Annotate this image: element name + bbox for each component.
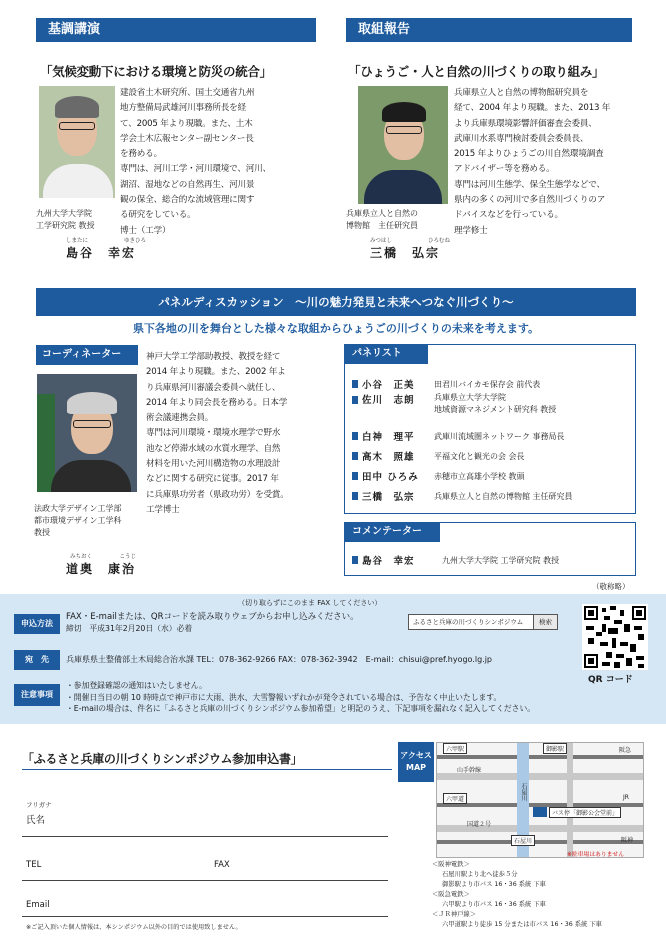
report-title: 「ひょうご・人と自然の川づくりの取り組み」 [348, 64, 605, 79]
qr-label: QR コード [588, 675, 633, 685]
keynote-affiliation: 九州大学大学院 工学研究院 教授 [36, 209, 95, 230]
email-field[interactable] [22, 916, 388, 917]
keynote-title: 「気候変動下における環境と防災の統合」 [40, 64, 272, 79]
panel-subtitle: 県下各地の川を舞台とした様々な取組からひょうごの川づくりの未来を考えます。 [132, 322, 540, 335]
furigana-label: フリガナ [26, 801, 52, 809]
coordinator-name: 道奥 康治 [66, 562, 137, 576]
keynote-name: 島谷 幸宏 [66, 246, 137, 260]
fax-note: （切り取らずにこのまま FAX してください） [238, 599, 382, 607]
search-text: ふるさと兵庫の川づくりシンポジウム [413, 618, 524, 626]
email-label: Email [26, 900, 50, 910]
method-label: 申込方法 [14, 614, 60, 634]
coordinator-affiliation: 法政大学デザイン工学部 都市環境デザイン工学科 教授 [34, 504, 122, 537]
destination-label: 宛 先 [14, 650, 60, 670]
map-label-rokkomichi: 六甲道 [443, 793, 467, 804]
keynote-header: 基調講演 [36, 18, 316, 42]
notes-label: 注意事項 [14, 684, 60, 706]
panelist-row: 高木 照雄 平福文化と観光の会 会長 [352, 448, 632, 464]
access-label: アクセス MAP [398, 742, 434, 782]
panelist-row: 白神 理平 武庫川流域圏ネットワーク 事務局長 [352, 428, 632, 444]
map-label-ishiya-station: 石屋川 [511, 835, 535, 846]
keynote-ruby: しまたに ゆきひろ [66, 238, 146, 244]
search-button[interactable]: 検索 [533, 615, 557, 629]
access-map [436, 742, 644, 858]
tel-label: TEL [26, 860, 42, 870]
privacy-note: ※ご記入頂いた個人情報は、本シンポジウム以外の目的では使用致しません。 [26, 924, 242, 931]
name-label: 氏名 [26, 815, 46, 826]
panelist-label: パネリスト [344, 344, 428, 364]
fax-label: FAX [214, 860, 230, 870]
map-label-mikage: 御影駅 [543, 743, 567, 754]
notes-list: ・参加登録確認の通知はいたしません。 ・開催日当日の朝 10 時時点で神戸市に大雨、洪水、大雪警報いずれかが発令されている場合は、予告なく中止いたします。 ・E-mailの場合は、件名に「ふるさと兵庫の川づくりシンポジウム参加希望」と明記のうえ、下記事項を漏れなく記入してください。 [66, 681, 536, 713]
map-label-ishiya: 石屋川 [520, 783, 527, 801]
panelist-row: 三橋 弘宗 兵庫県立人と自然の博物館 主任研究員 [352, 488, 632, 504]
method-text: FAX・E-mailまたは、QRコードを読み取りウェブからお申し込みください。 締切 平成31年2月20日（水）必着 [66, 612, 359, 633]
report-affiliation: 兵庫県立人と自然の 博物館 主任研究員 [346, 209, 418, 230]
commentator-row: 島谷 幸宏 九州大学大学院 工学研究院 教授 [352, 552, 559, 568]
keynote-photo [39, 86, 115, 198]
report-photo [358, 86, 448, 204]
panelist-row: 田中 ひろみ 赤穂市立高雄小学校 教頭 [352, 468, 632, 484]
map-label-bus: バス停「御影公会堂前」 [549, 807, 621, 818]
coordinator-ruby: みちおく こうじ [70, 554, 136, 560]
map-label-yamate: 山手幹線 [457, 767, 482, 774]
tel-fax-field[interactable] [22, 880, 388, 881]
coordinator-bio: 神戸大学工学部助教授、教授を経て 2014 年より現職。また、2002 年よ り兵庫県河川審議会委員へ就任し、 2014 年より同会長を務める。日本学 術会議連携会員。 専門は河川環境・環境水理学で野水 池など停滞水域の水質水理学、自然 材料を用いた河川構造物の水理設計 などに関する研究に従事。2017 年 に兵庫県功労者（県政功労）を受賞。 工学博士 [146, 352, 289, 515]
report-bio: 兵庫県立人と自然の博物館研究員を 経て、2004 年より現職。また、2013 年 より兵庫県環境影響評価審査会委員、 武庫川水系専門検討委員会委員長、 2015 年よりひょうごの川自然環境調査 アドバイザー等を務める。 専門は河川生態学、保全生態学などで、 県内の多くの河川で多自然川づくりのア ドバイスなどを行っている。 理学修士 [454, 88, 611, 236]
panelist-row: 小谷 正美 田君川バイカモ保存会 前代表 [352, 376, 632, 392]
commentator-label: コメンテーター [344, 522, 440, 542]
report-name: 三橋 弘宗 [370, 246, 441, 260]
destination-text: 兵庫県県土整備部土木局総合治水課 TEL：078-362-9266 FAX：078-362-3942 E-mail：chisui@pref.hyogo.lg.jp [66, 655, 492, 664]
search-box[interactable] [408, 614, 558, 630]
report-ruby: みつはし ひろむね [370, 238, 450, 244]
map-label-hankyu: 阪急 [619, 747, 632, 754]
map-label-rokko: 六甲駅 [443, 743, 467, 754]
coordinator-photo [37, 374, 137, 492]
form-title: 「ふるさと兵庫の川づくりシンポジウム参加申込書」 [22, 752, 303, 766]
panelist-row: 佐川 志朗 兵庫県立大学大学院 地域資源マネジメント研究科 教授 [352, 392, 632, 420]
coordinator-label: コーディネーター [36, 345, 138, 365]
map-label-hanshin: 阪神 [621, 837, 634, 844]
panel-header: パネルディスカッション ～川の魅力発見と未来へつなぐ川づくり～ [36, 288, 636, 316]
map-label-parking: ※駐車場はありません [567, 852, 625, 858]
map-label-jr: JR [623, 794, 629, 801]
panelist-list [352, 376, 632, 504]
qr-code [582, 604, 648, 670]
honorific-note: （敬称略） [592, 582, 630, 591]
map-label-route2: 国道２号 [467, 821, 492, 828]
access-routes: ＜阪神電鉄＞ 石屋川駅より北へ徒歩５分 御影駅より市バス 16・36 系統 下車 ＜阪急電鉄＞ 六甲駅より市バス 16・36 系統 下車 ＜ＪＲ神戸線＞ 六甲道駅より徒歩 15 分または市バス 16・36 系統 下車 [432, 861, 602, 928]
name-field[interactable] [22, 836, 388, 837]
keynote-bio: 建設省土木研究所、国土交通省九州 地方整備局武雄河川事務所長を経 て、2005 年より現職。また、土木 学会土木広報センター副センター長 を務める。 専門は、河川工学・河川環境で、河川、 湖沼、湿地などの自然再生、河川景 観の保全、総合的な流域管理に関す る研究をしている。 博士（工学） [120, 88, 271, 236]
report-header: 取組報告 [346, 18, 632, 42]
